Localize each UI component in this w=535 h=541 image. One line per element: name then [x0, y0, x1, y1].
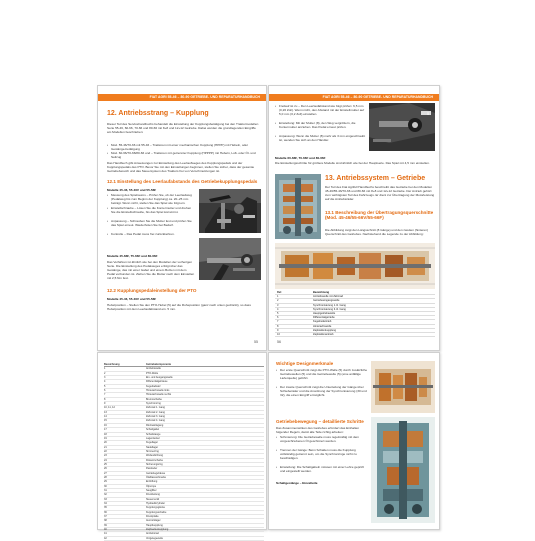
- model-subheading: Modelle 45-66F, 75-66F und 80-66F: [107, 254, 158, 258]
- legend-header-key: Bezeichnung: [104, 363, 120, 366]
- legend-key: 20: [104, 441, 107, 445]
- table-cell: 7: [275, 320, 311, 324]
- gearbox-cross-section-drawing: [275, 243, 435, 289]
- procedure-item: • Kontrolle – Das Pedal muss frei zurückkehren.: [107, 232, 195, 240]
- procedure-text: Einstellung: Die Schaltgabeln müssen mit einer Lehre geprüft und eingestellt werden.: [280, 465, 364, 473]
- legend-key: 37: [104, 515, 107, 519]
- legend-key: 33: [104, 497, 107, 501]
- procedure-text: Anpassung: Wenn die Mutter (8) mehr als 3 mm eingeschraubt ist, wenden Sie sich an den Händler.: [279, 134, 366, 142]
- legend-value: Druckplatte: [146, 515, 159, 519]
- legend-key: 30: [104, 484, 107, 488]
- table-cell: 4: [275, 307, 311, 311]
- table-header-cell: Bezeichnung: [311, 291, 435, 295]
- section-heading: Getriebebewegung – detaillierte Schritte: [276, 419, 364, 424]
- legend-value: Getriebegehäuse: [146, 471, 166, 475]
- procedure-item: • Messung des Spielraums – Prüfen Sie, ob der Leerlaufweg (Pedalweg bis zum Beginn der Kupplung) ca. 20–25 mm beträgt. Wenn nicht, stellen Sie das Spiel wie folgt ein.: [107, 193, 195, 205]
- legend-key: 4: [104, 380, 106, 384]
- legend-key: 29: [104, 480, 107, 484]
- svg-text:5: 5: [427, 111, 430, 116]
- legend-value: Hauptkupplung: [146, 523, 163, 527]
- procedure-text: Einstellschraube – Lösen Sie die Kontermutter und drehen Sie die Einstellschraube, bis das Spiel korrekt ist.: [111, 206, 192, 214]
- legend-key: 3: [104, 376, 106, 380]
- procedure-item: • Einstellung: Die Schaltgabeln müssen mit einer Lehre geprüft und eingestellt werden.: [276, 465, 368, 477]
- procedure-item: • Einstellung: Mit der Mutter (8), den Weg vergrößern, die Kontermutter anziehen. Das Pedal erneut prüfen.: [275, 121, 369, 133]
- body-paragraph: Das Zusammenwirken des Getriebes erfordert das Einhalten folgender Regeln, damit alle Teile richtig arbeiten:: [276, 426, 360, 434]
- legend-value: Distanzscheibe: [146, 458, 163, 462]
- legend-key: 42: [104, 536, 107, 540]
- section-heading: 12.1 Einstellung des Leerlaufabstands des Getriebekupplungspedals: [107, 179, 258, 184]
- table-cell: Zapfwellenantrieb: [311, 333, 435, 337]
- legend-table: [275, 291, 435, 337]
- procedure-list: [107, 193, 195, 240]
- table-cell: Getriebeeingangswelle: [311, 299, 435, 303]
- legend-rows: [104, 367, 264, 541]
- body-paragraph: Hebelposition – Stellen Sie den PTO-Hebel (5) auf die Ruheposition (ganz nach unten gedrückt), so dass Hebelposition mit dem Leerlaufabstand ein. 5 mm.: [107, 303, 251, 311]
- legend-value: Nadellager: [146, 445, 159, 449]
- table-cell: 6: [275, 316, 311, 320]
- chapter-title: 13. Antriebssystem – Getriebe: [325, 175, 426, 182]
- table-cell: Synchronisierung 1./2. Gang: [311, 303, 435, 307]
- table-cell: 5: [275, 312, 311, 316]
- legend-key: 6: [104, 389, 106, 393]
- intro-bullets: [107, 143, 261, 159]
- legend-key: 21: [104, 445, 107, 449]
- bullet-text: Mod. 55-46/70-66 mit 55-46 – Traktoren mit einer mechanischen Kupplung (HPPP) mit Hebeln, oder Gestänge-betätigung: [111, 143, 249, 151]
- legend-key: 15: [104, 419, 107, 423]
- legend-value: Differentialgehäuse: [146, 380, 168, 384]
- table-row: [275, 333, 435, 337]
- procedure-item: • Anpassung: Wenn die Mutter (8) mehr als 3 mm eingeschraubt ist, wenden Sie sich an den Händler.: [275, 134, 369, 146]
- bullet-text: Mod. 60-66/70-66/80-66 und – Traktoren mit getrennter Kupplung (HPPPP) mit Hebeln, Luft- oder Öl- und Seilzug: [111, 151, 256, 159]
- legend-key: 22: [104, 449, 107, 453]
- legend-key: 27: [104, 471, 107, 475]
- legend-key: 31: [104, 488, 107, 492]
- legend-value: Kupplungsglocke: [146, 506, 166, 510]
- table-cell: 3: [275, 303, 311, 307]
- table-cell: 10: [275, 333, 311, 337]
- legend-key: 35: [104, 506, 107, 510]
- legend-key: 8: [104, 397, 106, 401]
- legend-value: Wellendichtung: [146, 454, 164, 458]
- legend-value: Ölablassschraube: [146, 475, 167, 479]
- procedure-text: Kontrolle – Das Pedal muss frei zurückkehren.: [111, 232, 175, 236]
- legend-key: 18: [104, 432, 107, 436]
- chapter-intro: Dieser Teil des Servicehandbuchs behandelt die Einstellung der Kupplungsbetätigung bei den Traktormodellen Serie 55-46, 60-66, 70-66 und 80-66 mit 8+8 und 12+12 Getriebe. Dabei werden die grundlegenden Eingriffe am Modellen beschrieben:: [107, 122, 259, 134]
- legend-key: 10, 11, 12: [104, 406, 115, 410]
- page-number: 56: [277, 340, 281, 344]
- model-subheading: Schaltgestänge – Einzelteile: [276, 481, 318, 485]
- legend-value: Hinterachswelle links: [146, 389, 170, 393]
- clutch-pedal-photo: [199, 189, 261, 233]
- procedure-list: [276, 435, 368, 477]
- procedure-item: • Anpassung – Schrauben Sie die Mutter fest und prüfen Sie das Spiel erneut. Wiederholen Sie bei Bedarf.: [107, 219, 195, 231]
- manual-page-left: [97, 85, 267, 351]
- feature-item: • Der erste Querschnitt zeigt die PTO-Welle (5) durch zusätzliche Getriebewellen (5) und die Getriebewelle (5) (eine anfällige Lieferquelle) geführt.: [276, 368, 368, 384]
- procedure-item: • Schmierung: Die Getriebewelle muss regelmäßig mit dem vorgeschriebenen Öl geschmiert werden.: [276, 435, 368, 447]
- legend-key: 36: [104, 510, 107, 514]
- legend-key: 26: [104, 467, 107, 471]
- table-header-cell: Ref.: [275, 291, 311, 295]
- legend-value: Synchronring: [146, 402, 161, 406]
- feature-text: Der erste Querschnitt zeigt die PTO-Welle (5) durch zusätzliche Getriebewellen (5) und die Getriebewelle (5) (eine anfällige Lieferquelle) geführt.: [280, 368, 368, 380]
- legend-value: Zapfwellenkupplung: [146, 528, 169, 532]
- component-legend-list: [104, 363, 264, 541]
- shift-linkage-drawing: [371, 417, 435, 523]
- legend-value: Kupplungsscheibe: [146, 510, 167, 514]
- legend-value: PTO-Welle: [146, 371, 159, 375]
- legend-key: 14: [104, 415, 107, 419]
- model-subheading: Modelle 45-46, 55-46V und 55-56F: [107, 297, 157, 301]
- legend-key: 19: [104, 436, 107, 440]
- legend-value: Hydraulikzylinder: [146, 502, 166, 505]
- page-header-bar: FIAT AGRI 55-46 – 80-90 GETRIEBE- UND REPARATURHANDBUCH: [98, 94, 266, 101]
- feature-list: [276, 368, 368, 401]
- section-heading: 12.2 Kupplungspedaleinstellung der PTO: [107, 288, 197, 293]
- legend-key: 39: [104, 523, 107, 527]
- legend-key: 13: [104, 410, 107, 414]
- procedure-text: Einstellung: Mit der Mutter (8), den Weg vergrößern, die Kontermutter anziehen. Das Pedal erneut prüfen.: [279, 121, 356, 129]
- body-paragraph: Das Handbuch gibt Anweisungen zur Einstellung des Leerlaufweges des Kupplungspedals und der Kupplungspedals des PTO. Bevor Sie mit den Einstellungen beginnen, stellen Sie sicher, dass der gesamte Getriebebereich und das Steuersystem des Traktors frei von Verschmutzungen ist.: [107, 161, 255, 173]
- legend-value: Bremsscheibe: [146, 397, 162, 401]
- table-cell: Zapfwellenkupplung: [311, 328, 435, 332]
- body-paragraph: Die Einstellungsschritte für größere Modelle sind ähnlich wie bei der Hauptserie. Das Spiel mit 4,5 mm einstellen.: [275, 161, 430, 165]
- chapter-intro: Der Teil des Fiat Agrifull Handbuchs beschreibt das Getriebe bei den Modellen 45-46/55-46/70-66 und 80-66 mit 8+8 und 12+12 Getriebe. Der Antrieb gehört zum wichtigsten Teil des Fahrzeugs. Er dient zur Übertragung der Motorleistung auf die Antriebsräder.: [325, 185, 435, 201]
- legend-value: Rückwärtsgang: [146, 423, 164, 427]
- legend-value: Antriebsrad: [146, 532, 159, 536]
- gearbox-cutaway-image: [275, 174, 321, 239]
- manual-page-right: [268, 85, 440, 351]
- legend-value: Steuerventil: [146, 497, 160, 501]
- legend-key: 41: [104, 532, 107, 536]
- manual-page-lower-right: [268, 352, 440, 530]
- legend-value: Zahnrad 2. Gang: [146, 410, 165, 414]
- table-cell: 1: [275, 295, 311, 299]
- legend-key: 16: [104, 423, 107, 427]
- procedure-list: [275, 104, 369, 146]
- legend-value: Schaltstange: [146, 432, 161, 436]
- page-header-bar: FIAT AGRI 55-46 – 80-90 GETRIEBE- UND REPARATURHANDBUCH: [269, 94, 439, 101]
- legend-value: Zahnrad 3. Gang: [146, 415, 165, 419]
- legend-key: 5: [104, 384, 106, 388]
- legend-key: 7: [104, 393, 106, 397]
- legend-key: 2: [104, 371, 106, 375]
- legend-value: Passfeder: [146, 467, 158, 471]
- bullet-item: • Mod. 60-66/70-66/80-66 und – Traktoren mit getrennter Kupplung (HPPPP) mit Hebeln, Luft- oder Öl- und Seilzug: [107, 151, 261, 159]
- legend-value: Ölpumpe: [146, 484, 157, 488]
- legend-value: Simmerring: [146, 449, 159, 453]
- body-paragraph: Das Verfahren ist ähnlich wie bei den Modellen der vorherigen Serie. Die Einstellung des Pedalweges erfolgt über das Gestänge, das mit einer Gabel und einem Bolzen mit dem Pedal verbunden ist. Ziehen Sie die Mutter nach dem Einstellen mit 2,5 Nm fest.: [107, 260, 195, 280]
- table-cell: 8: [275, 324, 311, 328]
- section-heading: 13.1 Beschreibung der Übertragungsquerschnitte (Mod. 45-46/55-66V/55-66F): [325, 210, 434, 221]
- chapter-title: 12. Antriebsstrang – Kupplung: [107, 110, 209, 117]
- legend-header-value: Getriebekomponente: [146, 363, 172, 366]
- legend-key: 34: [104, 502, 107, 505]
- legend-key: 1: [104, 367, 106, 371]
- legend-value: Schaltgabel: [146, 428, 160, 432]
- legend-value: Antriebswelle: [146, 367, 161, 371]
- model-subheading: Modelle 60-66F, 70-66F und 80-66F: [275, 156, 326, 160]
- legend-value: Saugfilter: [146, 488, 157, 492]
- legend-key: 17: [104, 428, 107, 432]
- legend-value: Kugellager: [146, 441, 158, 445]
- feature-item: • Der zweite Querschnitt zeigt die Unterteilung der Gänge über Schieberäder und die Anordnung der Synchronisierung (30 und 32), die einen Eingriff ermöglicht.: [276, 385, 368, 401]
- legend-row: [104, 537, 264, 541]
- legend-key: 40: [104, 528, 107, 532]
- table-cell: 9: [275, 328, 311, 332]
- manual-page-lower-left: [97, 352, 267, 540]
- body-paragraph: Die Abbildung zeigt den Längsschnitt (8 Gänge) und den zweiten (hinteren) Querschnitt des Getriebes. Nachstehend die Legende zu der Abbildung:: [325, 228, 429, 236]
- bullet-item: • Mod. 55-46/70-66 mit 55-46 – Traktoren mit einer mechanischen Kupplung (HPPP) mit Hebeln, oder Gestänge-betätigung: [107, 143, 261, 151]
- procedure-item: • Trennen der Gänge: Beim Schalten muss die Kupplung vollständig getrennt sein, um die Synchronringe nicht zu beschädigen.: [276, 448, 368, 464]
- legend-value: Lagerdeckel: [146, 436, 160, 440]
- feature-text: Der zweite Querschnitt zeigt die Unterteilung der Gänge über Schieberäder und die Anordnung der Synchronisierung (30 und 32), die einen Eingriff ermöglicht.: [280, 385, 367, 397]
- pto-lever-photo: [369, 103, 435, 151]
- table-cell: Kegelradantrieb: [311, 320, 435, 324]
- legend-key: 9: [104, 402, 106, 406]
- table-cell: Hauptgetriebewelle: [311, 312, 435, 316]
- legend-key: 38: [104, 519, 107, 523]
- legend-key: 28: [104, 475, 107, 479]
- model-subheading: Modelle 45-46, 55-46V und 55-56F: [107, 188, 157, 192]
- legend-value: Kegelradsatz: [146, 384, 161, 388]
- procedure-text: Schmierung: Die Getriebewelle muss regelmäßig mit dem vorgeschriebenen Öl geschmiert werden.: [280, 435, 360, 443]
- legend-value: Druckleitung: [146, 493, 160, 497]
- legend-key: 23: [104, 454, 107, 458]
- procedure-text: Anpassung – Schrauben Sie die Mutter fest und prüfen Sie das Spiel erneut. Wiederholen Sie bei Bedarf.: [111, 219, 192, 227]
- procedure-text: Messung des Spielraums – Prüfen Sie, ob der Leerlaufweg (Pedalweg bis zum Beginn der Kupplung) ca. 20–25 mm beträgt. Wenn nicht, stellen Sie das Spiel wie folgt ein.: [111, 193, 192, 205]
- section-heading: Wichtige Designmerkmale: [276, 361, 334, 366]
- procedure-item: • Freilauf ist zu – Den Leerlaufabstand wie folgt prüfen: 6,5 mm (0,26 Zoll). Wenn nicht, den Abstand mit der Einstellmutter auf 5,0 mm (0,2 Zoll) einstellen.: [275, 104, 369, 120]
- legend-value: Zahnrad 1. Gang: [146, 406, 165, 410]
- table-cell: 2: [275, 299, 311, 303]
- table-cell: Antriebswelle mit Zahnrad: [311, 295, 435, 299]
- table-cell: Differentialgetriebe: [311, 316, 435, 320]
- legend-value: Vorgelegewelle: [146, 536, 163, 540]
- clutch-linkage-photo: [199, 238, 261, 280]
- procedure-text: Trennen der Gänge: Beim Schalten muss die Kupplung vollständig getrennt sein, um die Synchronringe nicht zu beschädigen.: [280, 448, 357, 460]
- table-cell: Hinterachswelle: [311, 324, 435, 328]
- legend-value: Ein- und Ausgangswelle: [146, 376, 173, 380]
- legend-value: Zahnrad 4. Gang: [146, 419, 165, 423]
- table-cell: Synchronisierung 3./4. Gang: [311, 307, 435, 311]
- legend-key: 32: [104, 493, 107, 497]
- procedure-text: Freilauf ist zu – Den Leerlaufabstand wie folgt prüfen: 6,5 mm (0,26 Zoll). Wenn nicht, den Abstand mit der Einstellmutter auf 5,0 mm (0,2 Zoll) einstellen.: [279, 104, 365, 116]
- procedure-item: • Einstellschraube – Lösen Sie die Kontermutter und drehen Sie die Einstellschraube, bis das Spiel korrekt ist.: [107, 206, 195, 218]
- legend-key: 25: [104, 462, 107, 466]
- page-number: 55: [254, 340, 258, 344]
- gearbox-section-drawing: [371, 361, 435, 413]
- legend-value: Entlüftung: [146, 480, 158, 484]
- legend-value: Hinterachswelle rechts: [146, 393, 172, 397]
- legend-key: 24: [104, 458, 107, 462]
- legend-value: Ausrücklager: [146, 519, 161, 523]
- legend-value: Sicherungsring: [146, 462, 163, 466]
